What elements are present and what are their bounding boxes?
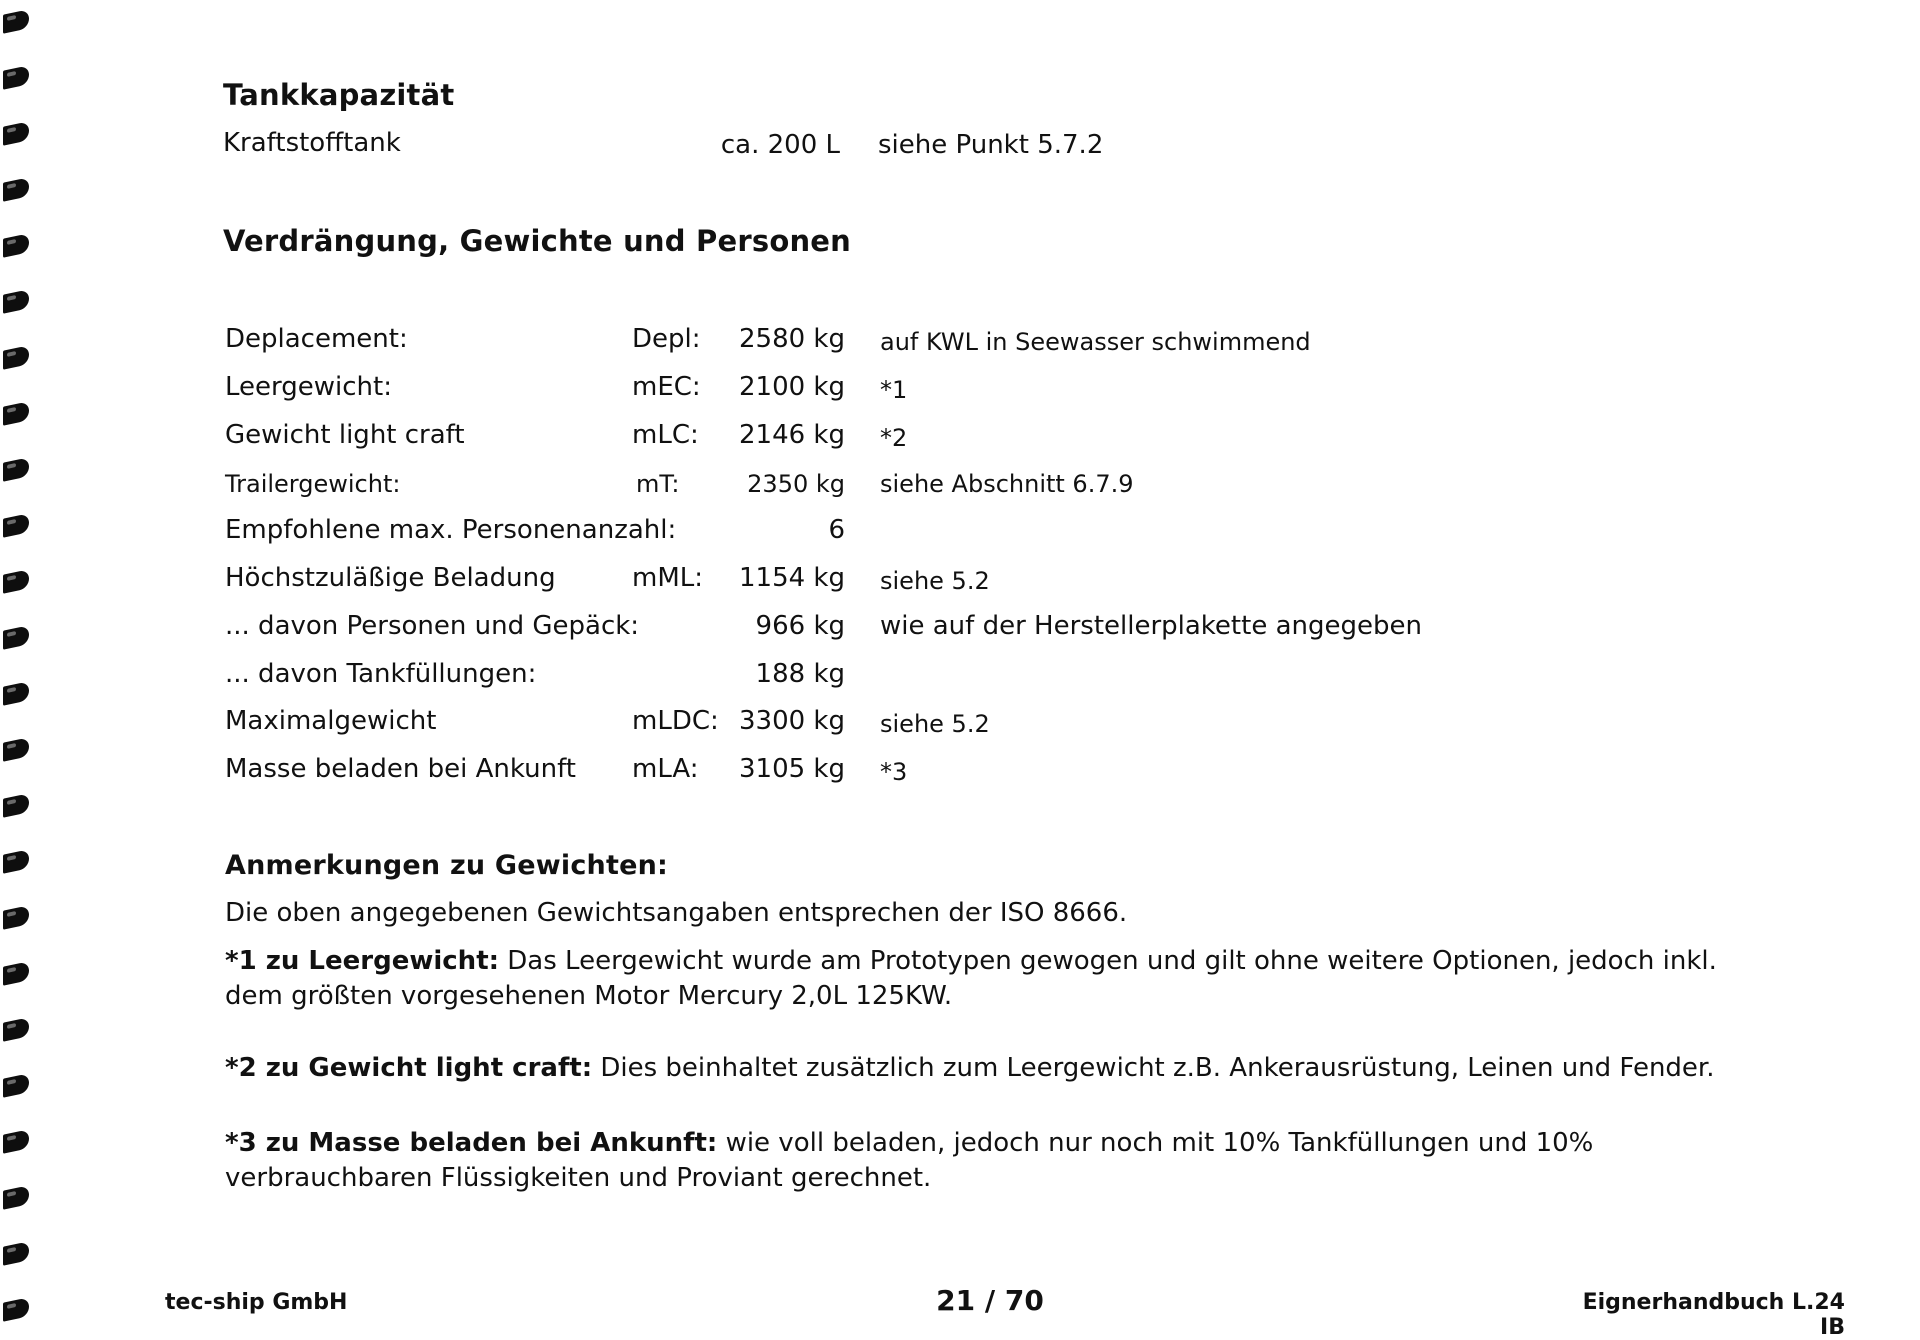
binding-ring: [3, 1185, 29, 1210]
binding-ring: [3, 849, 29, 874]
binding-ring: [3, 177, 29, 202]
binding-ring: [3, 1241, 29, 1266]
row-label: Maximalgewicht: [225, 706, 437, 736]
row-symbol: Depl:: [632, 324, 701, 354]
footer-manual: Eignerhandbuch L.24 IB: [1582, 1290, 1845, 1340]
row-value: 2100 kg: [739, 372, 845, 402]
row-label: ... davon Personen und Gepäck:: [225, 611, 640, 641]
binding-ring: [3, 625, 29, 650]
note-3-title: *3 zu Masse beladen bei Ankunft:: [225, 1128, 718, 1158]
row-symbol: mLA:: [632, 754, 699, 784]
footer-company: tec-ship GmbH: [165, 1290, 348, 1315]
row-value: 3105 kg: [739, 754, 845, 784]
remarks-heading: Anmerkungen zu Gewichten:: [225, 850, 669, 881]
page-number: 21 / 70: [936, 1284, 1044, 1317]
row-label: Empfohlene max. Personenanzahl:: [225, 515, 677, 545]
row-note: *2: [880, 424, 908, 452]
note-2: [225, 1051, 1745, 1086]
row-value: 2580 kg: [739, 324, 845, 354]
binding-ring: [3, 9, 29, 34]
row-label: ... davon Tankfüllungen:: [225, 659, 537, 689]
tank-note: siehe Punkt 5.7.2: [878, 130, 1104, 160]
row-value: 2350 kg: [747, 470, 845, 498]
row-label: Gewicht light craft: [225, 420, 465, 450]
binding-ring: [3, 1297, 29, 1322]
binding-ring: [3, 1017, 29, 1042]
binding-ring: [3, 1129, 29, 1154]
note-2-text: Dies beinhaltet zusätzlich zum Leergewicht z.B. Ankerausrüstung, Leinen und Fender.: [600, 1053, 1715, 1083]
row-value: 6: [828, 515, 845, 545]
row-note: siehe 5.2: [880, 710, 990, 738]
note-2-title: *2 zu Gewicht light craft:: [225, 1053, 593, 1083]
binding-ring: [3, 121, 29, 146]
row-value: 188 kg: [755, 659, 845, 689]
row-symbol: mML:: [632, 563, 704, 593]
tank-label: Kraftstofftank: [223, 128, 401, 158]
note-3-text: wie voll beladen, jedoch nur noch mit 10% Tankfüllungen und 10% verbrauchbaren Flüssigkeiten und Proviant gerechnet.: [225, 1128, 1594, 1193]
binding-ring: [3, 233, 29, 258]
binding-ring: [3, 457, 29, 482]
remarks-intro: Die oben angegebenen Gewichtsangaben entsprechen der ISO 8666.: [225, 898, 1128, 928]
row-label: Leergewicht:: [225, 372, 392, 402]
binding-ring: [3, 961, 29, 986]
tank-value: ca. 200 L: [720, 130, 840, 160]
note-3: [225, 1126, 1745, 1196]
binding-ring: [3, 905, 29, 930]
row-symbol: mLDC:: [632, 706, 719, 736]
spiral-binding: [0, 0, 40, 1334]
row-note: *3: [880, 758, 908, 786]
binding-ring: [3, 793, 29, 818]
row-note: siehe Abschnitt 6.7.9: [880, 470, 1134, 498]
binding-ring: [3, 681, 29, 706]
row-value: 2146 kg: [739, 420, 845, 450]
row-note: wie auf der Herstellerplakette angegeben: [880, 611, 1422, 641]
note-1-text: Das Leergewicht wurde am Prototypen gewogen und gilt ohne weitere Optionen, jedoch inkl. dem größten vorgesehenen Motor Mercury 2,0L 125KW.: [225, 946, 1717, 1011]
binding-ring: [3, 65, 29, 90]
row-value: 966 kg: [755, 611, 845, 641]
note-1-title: *1 zu Leergewicht:: [225, 946, 500, 976]
row-value: 3300 kg: [739, 706, 845, 736]
weights-heading: Verdrängung, Gewichte und Personen: [223, 224, 852, 258]
row-value: 1154 kg: [739, 563, 845, 593]
row-note: *1: [880, 376, 908, 404]
note-1: [225, 944, 1745, 1014]
row-label: Deplacement:: [225, 324, 408, 354]
binding-ring: [3, 345, 29, 370]
tank-heading: Tankkapazität: [223, 78, 455, 112]
row-note: auf KWL in Seewasser schwimmend: [880, 328, 1311, 356]
row-label: Höchstzuläßige Beladung: [225, 563, 556, 593]
binding-ring: [3, 513, 29, 538]
row-note: siehe 5.2: [880, 567, 990, 595]
binding-ring: [3, 1073, 29, 1098]
binding-ring: [3, 569, 29, 594]
binding-ring: [3, 401, 29, 426]
binding-ring: [3, 737, 29, 762]
row-symbol: mLC:: [632, 420, 699, 450]
row-label: Masse beladen bei Ankunft: [225, 754, 576, 784]
row-symbol: mEC:: [632, 372, 701, 402]
row-label: Trailergewicht:: [225, 470, 401, 498]
row-symbol: mT:: [636, 470, 680, 498]
binding-ring: [3, 289, 29, 314]
